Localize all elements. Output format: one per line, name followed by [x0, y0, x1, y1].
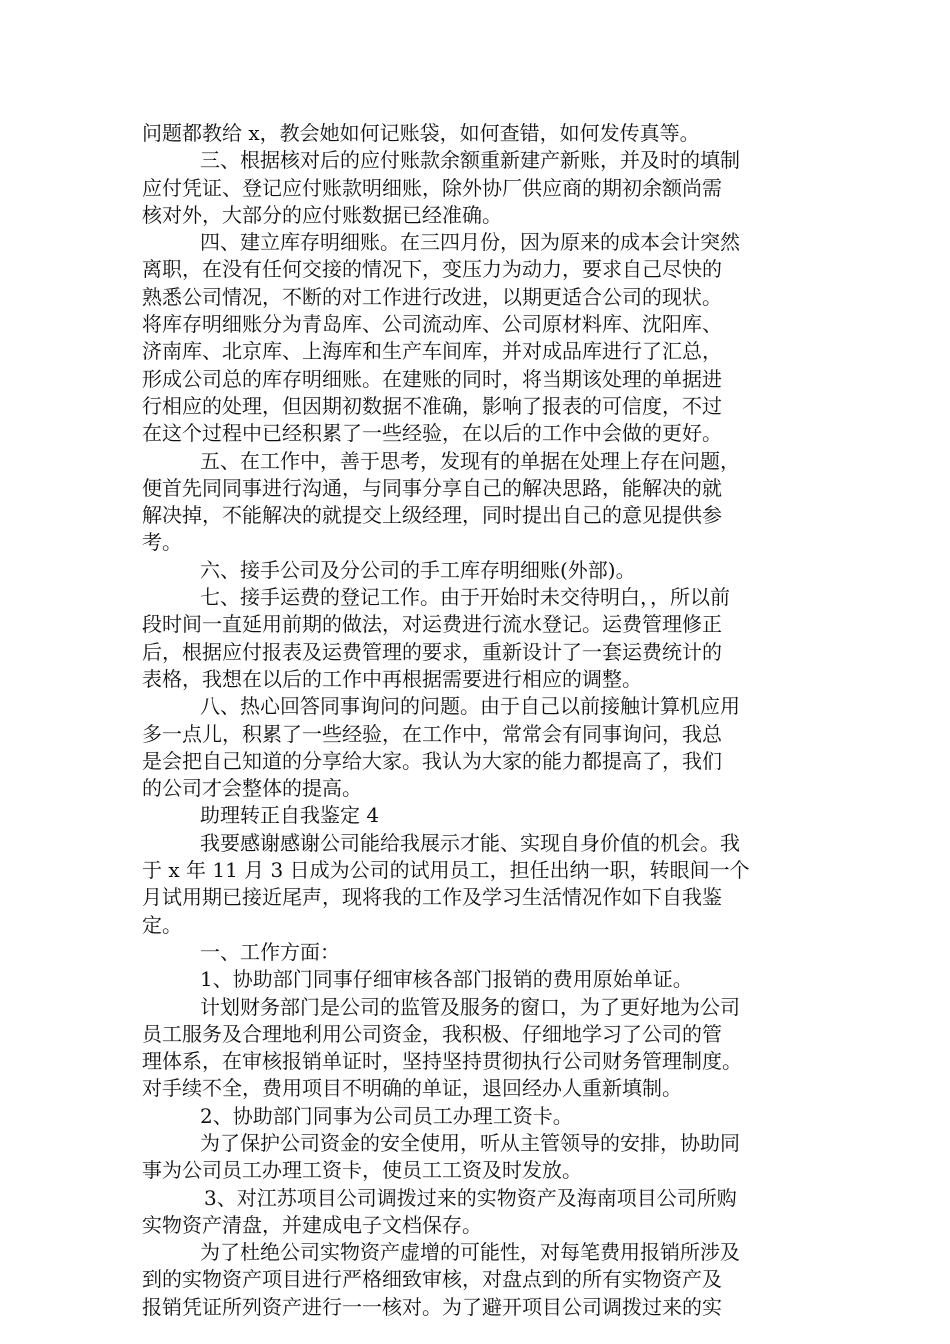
text-line: 计划财务部门是公司的监管及服务的窗口，为了更好地为公司 — [200, 994, 740, 1019]
text-line: 离职，在没有任何交接的情况下，变压力为动力，要求自己尽快的 — [142, 257, 722, 282]
paragraph-continuation — [142, 120, 842, 147]
text-line: 3、对江苏项目公司调拨过来的实物资产及海南项目公司所购 — [204, 1185, 737, 1210]
document-body — [142, 120, 842, 1321]
paragraph-item-8 — [142, 693, 842, 802]
text-line: 七、接手运费的登记工作。由于开始时未交待明白，，所以前 — [200, 585, 730, 610]
text-line: 于 x 年 11 月 3 日成为公司的试用员工，担任出纳一职，转眼间一个 — [142, 858, 750, 883]
subsection-title: 一、工作方面： — [200, 939, 340, 964]
text-line: 段时间一直延用前期的做法，对运费进行流水登记。运费管理修正 — [142, 612, 722, 637]
text-line: 员工服务及合理地利用公司资金，我积极、仔细地学习了公司的管 — [142, 1021, 722, 1046]
text-line: 对手续不全，费用项目不明确的单证，退回经办人重新填制。 — [142, 1076, 682, 1101]
text-line: 实物资产清盘，并建成电子文档保存。 — [142, 1212, 482, 1237]
text-line: 将库存明细账分为青岛库、公司流动库、公司原材料库、沈阳库、 — [142, 312, 722, 337]
paragraph-work-2-title — [142, 1103, 842, 1130]
text-line: 为了保护公司资金的安全使用，听从主管领导的安排，协助同 — [200, 1130, 740, 1155]
text-line: 我要感谢感谢公司能给我展示才能、实现自身价值的机会。我 — [200, 830, 740, 855]
text-line: 后，根据应付报表及运费管理的要求，重新设计了一套运费统计的 — [142, 639, 722, 664]
paragraph-item-4 — [142, 229, 842, 447]
paragraph-item-5 — [142, 448, 842, 557]
text-line: 问题都教给 x，教会她如何记账袋，如何查错，如何发传真等。 — [142, 121, 700, 145]
text-line: 考。 — [142, 530, 182, 555]
text-line: 月试用期已接近尾声，现将我的工作及学习生活情况作如下自我鉴 — [142, 885, 722, 910]
text-line: 熟悉公司情况，不断的对工作进行改进，以期更适合公司的现状。 — [142, 284, 722, 309]
text-line: 2、协助部门同事为公司员工办理工资卡。 — [200, 1103, 573, 1128]
text-line: 形成公司总的库存明细账。在建账的同时，将当期该处理的单据进 — [142, 366, 722, 391]
text-line: 在这个过程中已经积累了一些经验，在以后的工作中会做的更好。 — [142, 421, 722, 446]
paragraph-work-3-title — [142, 1185, 842, 1240]
text-line: 解决掉，不能解决的就提交上级经理，同时提出自己的意见提供参 — [142, 503, 722, 528]
text-line: 多一点儿，积累了一些经验，在工作中，常常会有同事询问，我总 — [142, 721, 722, 746]
text-line: 行相应的处理，但因期初数据不准确，影响了报表的可信度，不过 — [142, 393, 722, 418]
paragraph-intro — [142, 830, 842, 939]
paragraph-item-3 — [142, 147, 842, 229]
text-line: 济南库、北京库、上海库和生产车间库，并对成品库进行了汇总， — [142, 339, 722, 364]
text-line: 核对外，大部分的应付账数据已经准确。 — [142, 202, 502, 227]
text-line: 是会把自己知道的分享给大家。我认为大家的能力都提高了，我们 — [142, 748, 722, 773]
text-line: 事为公司员工办理工资卡，使员工工资及时发放。 — [142, 1158, 582, 1183]
paragraph-work-2-body — [142, 1130, 842, 1185]
text-line: 到的实物资产项目进行严格细致审核，对盘点到的所有实物资产及 — [142, 1267, 722, 1292]
text-line: 八、热心回答同事询问的问题。由于自己以前接触计算机应用 — [200, 694, 740, 719]
text-line: 应付凭证、登记应付账款明细账，除外协厂供应商的期初余额尚需 — [142, 175, 722, 200]
text-line: 的公司才会整体的提高。 — [142, 776, 362, 801]
paragraph-item-6 — [142, 557, 842, 584]
text-line: 为了杜绝公司实物资产虚增的可能性，对每笔费用报销所涉及 — [200, 1240, 740, 1265]
paragraph-item-7 — [142, 584, 842, 693]
text-line: 四、建立库存明细账。在三四月份，因为原来的成本会计突然 — [200, 230, 740, 255]
subsection-heading — [142, 939, 842, 966]
section-heading — [142, 802, 842, 829]
text-line: 1、协助部门同事仔细审核各部门报销的费用原始单证。 — [200, 967, 693, 992]
paragraph-work-1-body — [142, 994, 842, 1103]
text-line: 五、在工作中，善于思考，发现有的单据在处理上存在问题， — [200, 448, 740, 473]
text-line: 六、接手公司及分公司的手工库存明细账(外部)。 — [200, 557, 636, 582]
text-line: 定。 — [142, 912, 182, 937]
paragraph-work-1-title — [142, 966, 842, 993]
text-line: 表格，我想在以后的工作中再根据需要进行相应的调整。 — [142, 666, 642, 691]
text-line: 理体系，在审核报销单证时，坚持坚持贯彻执行公司财务管理制度。 — [142, 1049, 742, 1074]
section-title: 助理转正自我鉴定 4 — [200, 803, 380, 828]
text-line: 三、根据核对后的应付账款余额重新建产新账，并及时的填制 — [200, 148, 740, 173]
paragraph-work-3-body — [142, 1239, 842, 1321]
text-line: 报销凭证所列资产进行一一核对。为了避开项目公司调拨过来的实 — [142, 1294, 722, 1319]
text-line: 便首先同同事进行沟通，与同事分享自己的解决思路，能解决的就 — [142, 475, 722, 500]
